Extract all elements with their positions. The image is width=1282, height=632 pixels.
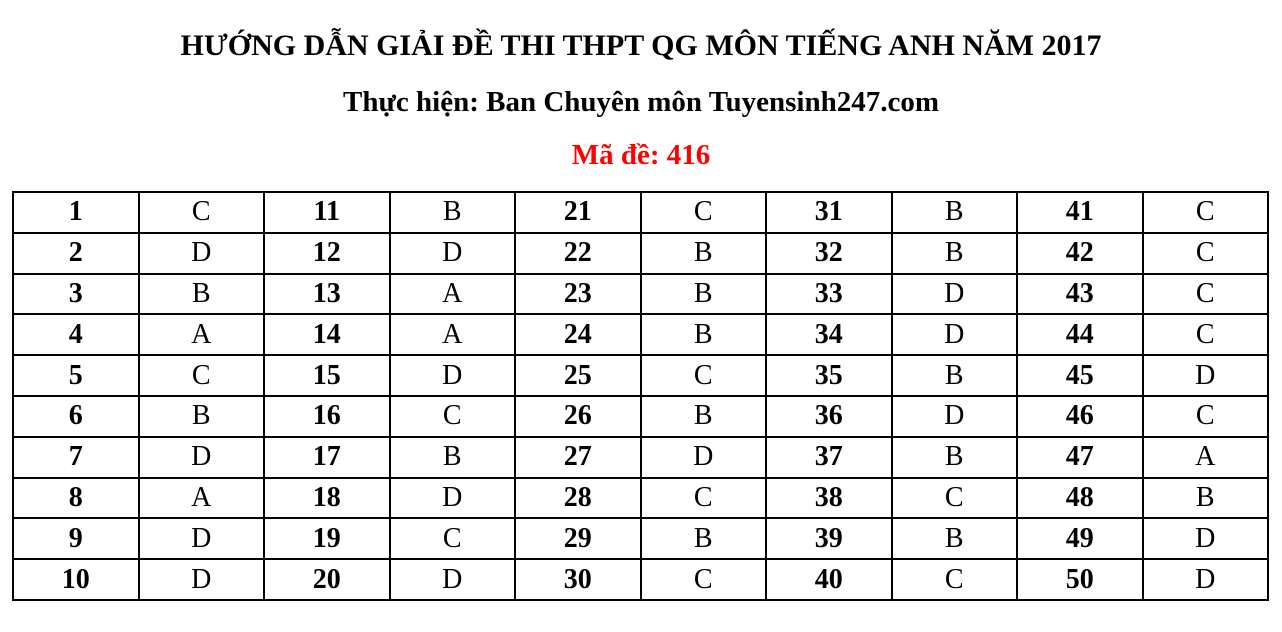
answer-letter: B <box>139 274 265 315</box>
question-number: 8 <box>13 478 139 519</box>
answer-letter: D <box>139 437 265 478</box>
question-number: 16 <box>264 396 390 437</box>
question-number: 46 <box>1017 396 1143 437</box>
table-row <box>13 437 1268 478</box>
question-number: 33 <box>766 274 892 315</box>
answer-letter: C <box>390 518 516 559</box>
answer-letter: D <box>390 478 516 519</box>
question-number: 1 <box>13 192 139 233</box>
answer-letter: D <box>390 559 516 600</box>
answer-letter: D <box>1143 559 1269 600</box>
answer-letter: D <box>139 559 265 600</box>
answer-letter: C <box>1143 274 1269 315</box>
question-number: 2 <box>13 233 139 274</box>
table-row <box>13 192 1268 233</box>
answer-letter: C <box>892 478 1018 519</box>
question-number: 37 <box>766 437 892 478</box>
answer-letter: C <box>1143 192 1269 233</box>
answer-letter: B <box>641 396 767 437</box>
question-number: 39 <box>766 518 892 559</box>
question-number: 29 <box>515 518 641 559</box>
answer-letter: B <box>892 437 1018 478</box>
answer-letter: A <box>1143 437 1269 478</box>
answer-letter: A <box>139 478 265 519</box>
question-number: 22 <box>515 233 641 274</box>
question-number: 6 <box>13 396 139 437</box>
answer-letter: B <box>1143 478 1269 519</box>
question-number: 14 <box>264 314 390 355</box>
answer-letter: C <box>139 192 265 233</box>
question-number: 11 <box>264 192 390 233</box>
answer-letter: D <box>139 233 265 274</box>
table-row <box>13 559 1268 600</box>
question-number: 27 <box>515 437 641 478</box>
question-number: 5 <box>13 355 139 396</box>
answer-letter: C <box>892 559 1018 600</box>
question-number: 10 <box>13 559 139 600</box>
question-number: 25 <box>515 355 641 396</box>
answer-letter: D <box>1143 518 1269 559</box>
answer-letter: C <box>1143 233 1269 274</box>
question-number: 42 <box>1017 233 1143 274</box>
table-row <box>13 314 1268 355</box>
answer-letter: B <box>892 192 1018 233</box>
answer-letter: C <box>390 396 516 437</box>
question-number: 48 <box>1017 478 1143 519</box>
answer-letter: C <box>641 478 767 519</box>
answer-letter: B <box>892 355 1018 396</box>
question-number: 20 <box>264 559 390 600</box>
answer-letter: D <box>390 233 516 274</box>
answer-letter: A <box>390 314 516 355</box>
answer-letter: A <box>139 314 265 355</box>
question-number: 9 <box>13 518 139 559</box>
answer-letter: C <box>641 559 767 600</box>
question-number: 41 <box>1017 192 1143 233</box>
page-title: HƯỚNG DẪN GIẢI ĐỀ THI THPT QG MÔN TIẾNG ANH NĂM 2017 <box>180 29 1102 62</box>
question-number: 50 <box>1017 559 1143 600</box>
table-row <box>13 518 1268 559</box>
question-number: 23 <box>515 274 641 315</box>
question-number: 31 <box>766 192 892 233</box>
answer-table <box>12 191 1269 601</box>
answer-letter: B <box>641 274 767 315</box>
question-number: 24 <box>515 314 641 355</box>
answer-letter: B <box>892 233 1018 274</box>
question-number: 28 <box>515 478 641 519</box>
page-subtitle: Thực hiện: Ban Chuyên môn Tuyensinh247.com <box>343 86 939 118</box>
question-number: 3 <box>13 274 139 315</box>
answer-letter: C <box>1143 396 1269 437</box>
question-number: 44 <box>1017 314 1143 355</box>
question-number: 13 <box>264 274 390 315</box>
table-row <box>13 274 1268 315</box>
answer-letter: B <box>641 314 767 355</box>
answer-letter: C <box>1143 314 1269 355</box>
exam-code: Mã đề: 416 <box>571 139 711 171</box>
table-row <box>13 355 1268 396</box>
question-number: 18 <box>264 478 390 519</box>
answer-letter: B <box>139 396 265 437</box>
question-number: 15 <box>264 355 390 396</box>
answer-letter: B <box>641 518 767 559</box>
question-number: 19 <box>264 518 390 559</box>
question-number: 34 <box>766 314 892 355</box>
question-number: 36 <box>766 396 892 437</box>
question-number: 21 <box>515 192 641 233</box>
question-number: 12 <box>264 233 390 274</box>
answer-letter: D <box>641 437 767 478</box>
answer-letter: B <box>390 437 516 478</box>
question-number: 47 <box>1017 437 1143 478</box>
question-number: 26 <box>515 396 641 437</box>
question-number: 30 <box>515 559 641 600</box>
answer-letter: C <box>641 192 767 233</box>
question-number: 40 <box>766 559 892 600</box>
answer-letter: B <box>892 518 1018 559</box>
question-number: 7 <box>13 437 139 478</box>
question-number: 38 <box>766 478 892 519</box>
answer-letter: D <box>892 314 1018 355</box>
answer-letter: C <box>139 355 265 396</box>
answer-letter: A <box>390 274 516 315</box>
table-row <box>13 478 1268 519</box>
table-row <box>13 396 1268 437</box>
answer-letter: D <box>1143 355 1269 396</box>
answer-letter: B <box>390 192 516 233</box>
answer-letter: B <box>641 233 767 274</box>
answer-letter: D <box>390 355 516 396</box>
question-number: 17 <box>264 437 390 478</box>
answer-letter: C <box>641 355 767 396</box>
answer-letter: D <box>892 274 1018 315</box>
question-number: 4 <box>13 314 139 355</box>
answer-letter: D <box>892 396 1018 437</box>
table-row <box>13 233 1268 274</box>
answer-letter: D <box>139 518 265 559</box>
question-number: 45 <box>1017 355 1143 396</box>
question-number: 49 <box>1017 518 1143 559</box>
question-number: 32 <box>766 233 892 274</box>
question-number: 35 <box>766 355 892 396</box>
question-number: 43 <box>1017 274 1143 315</box>
